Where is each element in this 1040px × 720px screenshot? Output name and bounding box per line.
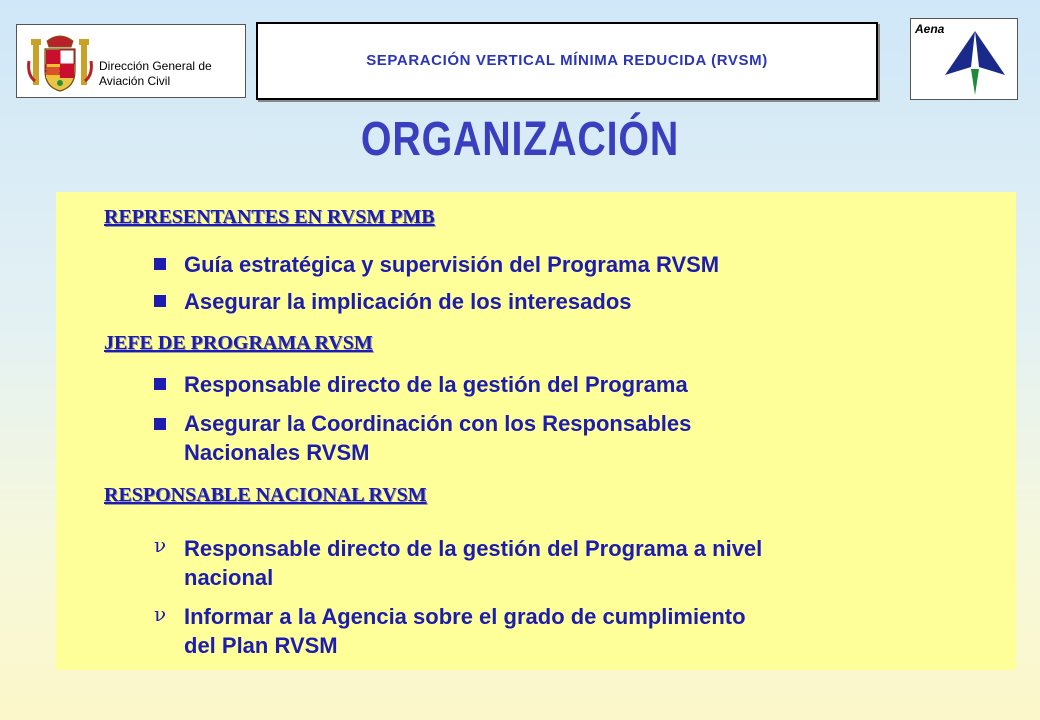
section-heading-representantes: REPRESENTANTES EN RVSM PMB [104,206,435,228]
dgac-logo-box [16,24,246,98]
list-item-text: Responsable directo de la gestión del Programa [184,372,688,397]
list-item-text-continued: del Plan RVSM [184,633,338,658]
dgac-label-line2: Aviación Civil [99,74,171,88]
spanish-coat-of-arms-icon [25,31,95,93]
nu-bullet-icon: ν [154,533,167,557]
list-item-text: Asegurar la implicación de los interesados [184,289,632,314]
square-bullet-icon [154,378,166,390]
list-item [184,602,924,660]
list-item-text: Responsable directo de la gestión del Programa a nivel [184,536,763,561]
square-bullet-icon [154,418,166,430]
list-item-text: Guía estratégica y supervisión del Programa RVSM [184,252,720,277]
nu-bullet-icon: ν [154,602,167,626]
list-item-text-continued: Nacionales RVSM [184,440,370,465]
list-item [184,534,924,592]
section-heading-responsable: RESPONSABLE NACIONAL RVSM [104,484,427,506]
dgac-label [99,59,212,89]
header-title: SEPARACIÓN VERTICAL MÍNIMA REDUCIDA (RVSM) [366,52,768,69]
header-title-box [256,22,878,100]
aena-logo-box [910,18,1018,100]
aena-logo-icon [937,27,1013,97]
list-item [184,409,924,467]
list-item-text: Asegurar la Coordinación con los Responsables [184,411,692,436]
dgac-label-line1: Dirección General de [99,59,212,73]
list-item [184,370,924,399]
list-item [184,287,924,316]
list-item-text: Informar a la Agencia sobre el grado de cumplimiento [184,604,746,629]
list-item-text-continued: nacional [184,565,274,590]
square-bullet-icon [154,295,166,307]
square-bullet-icon [154,258,166,270]
aena-wordmark: Aena [915,22,945,36]
page-title: ORGANIZACIÓN [360,113,680,166]
section-heading-jefe: JEFE DE PROGRAMA RVSM [104,332,373,354]
list-item [184,250,924,279]
